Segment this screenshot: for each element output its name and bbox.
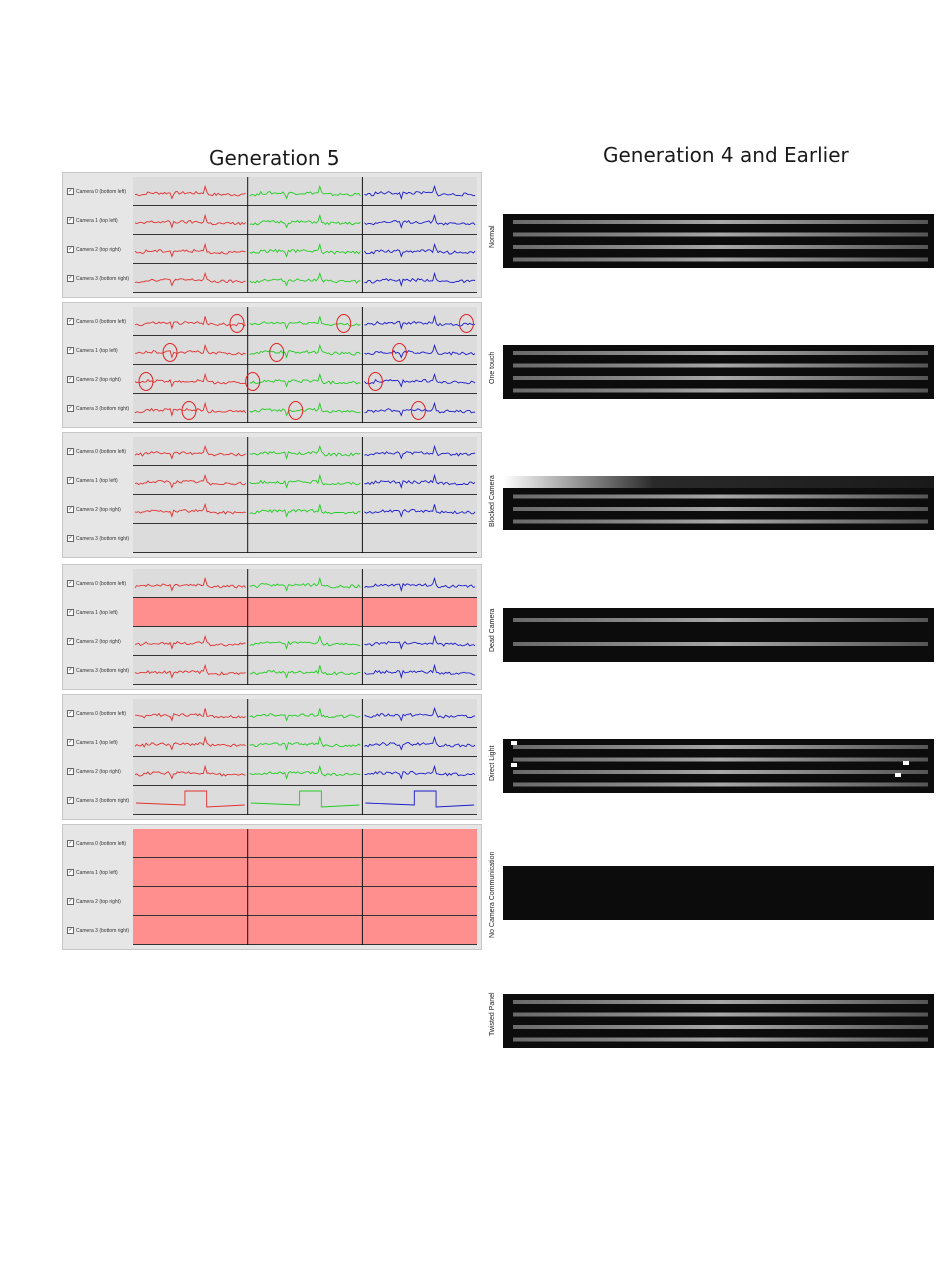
camera-signal-graph: [133, 394, 477, 423]
panel-light-band: [513, 233, 928, 237]
camera-3-plot: [133, 916, 477, 945]
panel-light-band: [513, 783, 928, 787]
camera-signal-graph: [133, 858, 477, 887]
camera-signal-graph: [133, 757, 477, 786]
camera-checkbox[interactable]: ✓: [68, 347, 73, 353]
panel-light-band: [513, 351, 928, 355]
camera-checkbox[interactable]: ✓: [68, 376, 73, 382]
camera-label: Camera 3 (bottom right): [76, 405, 130, 412]
camera-checkbox[interactable]: ✓: [68, 840, 73, 846]
camera-label: Camera 1 (top left): [76, 739, 118, 746]
camera-signal-graph: [133, 699, 477, 728]
camera-0-plot: [133, 569, 477, 598]
camera-2-toggle[interactable]: [67, 506, 121, 513]
camera-image-strip: [503, 608, 934, 662]
camera-2-plot: [133, 365, 477, 394]
camera-checkbox[interactable]: ✓: [68, 535, 73, 541]
camera-signal-graph: [133, 728, 477, 757]
camera-signal-graph: [133, 656, 477, 685]
camera-signal-graph: [133, 264, 477, 293]
condition-label-twisted-panel: Twisted Panel: [489, 992, 496, 1036]
camera-1-plot: [133, 466, 477, 495]
camera-0-plot: [133, 829, 477, 858]
camera-signal-graph: [133, 524, 477, 553]
signal-panel-direct-light: [62, 694, 482, 820]
camera-checkbox[interactable]: ✓: [68, 405, 73, 411]
camera-signal-graph: [133, 627, 477, 656]
camera-0-toggle[interactable]: [67, 710, 126, 717]
camera-checkbox[interactable]: ✓: [68, 188, 73, 194]
plot-background: [133, 699, 477, 728]
camera-label: Camera 1 (top left): [76, 609, 118, 616]
camera-1-toggle[interactable]: [67, 347, 118, 354]
blocked-fade-band: [503, 476, 934, 488]
camera-1-plot: [133, 728, 477, 757]
camera-2-toggle[interactable]: [67, 898, 121, 905]
camera-3-toggle[interactable]: [67, 535, 129, 542]
camera-checkbox[interactable]: ✓: [68, 217, 73, 223]
error-fill: [133, 887, 477, 916]
signal-panel-no-camera-communication: [62, 824, 482, 950]
camera-3-plot: [133, 264, 477, 293]
direct-light-spot: [511, 763, 517, 767]
camera-label: Camera 2 (top right): [76, 376, 121, 383]
camera-strip-blocked-camera: [503, 476, 934, 530]
plot-background: [133, 437, 477, 466]
camera-label: Camera 0 (bottom left): [76, 448, 127, 455]
panel-light-band: [513, 495, 928, 499]
camera-0-toggle[interactable]: [67, 580, 126, 587]
camera-2-plot: [133, 627, 477, 656]
strip-background: [503, 866, 934, 920]
camera-checkbox[interactable]: ✓: [68, 477, 73, 483]
camera-label: Camera 0 (bottom left): [76, 318, 127, 325]
camera-0-toggle[interactable]: [67, 188, 126, 195]
camera-label: Camera 2 (top right): [76, 246, 121, 253]
camera-label: Camera 2 (top right): [76, 506, 121, 513]
camera-signal-graph: [133, 598, 477, 627]
camera-1-plot: [133, 598, 477, 627]
camera-2-plot: [133, 495, 477, 524]
plot-background: [133, 336, 477, 365]
camera-label: Camera 1 (top left): [76, 347, 118, 354]
condition-label-normal: Normal: [489, 225, 496, 248]
plot-background: [133, 264, 477, 293]
camera-label: Camera 0 (bottom left): [76, 710, 127, 717]
signal-panel-one-touch: [62, 302, 482, 428]
camera-signal-graph: [133, 887, 477, 916]
panel-light-band: [513, 758, 928, 762]
camera-label: Camera 3 (bottom right): [76, 275, 130, 282]
camera-0-plot: [133, 307, 477, 336]
camera-signal-graph: [133, 466, 477, 495]
camera-signal-graph: [133, 916, 477, 945]
camera-label: Camera 0 (bottom left): [76, 188, 127, 195]
panel-light-band: [513, 520, 928, 524]
camera-2-plot: [133, 235, 477, 264]
gen4-title: Generation 4 and Earlier: [603, 143, 849, 167]
camera-image-strip: [503, 994, 934, 1048]
camera-1-toggle[interactable]: [67, 609, 118, 616]
camera-label: Camera 3 (bottom right): [76, 797, 130, 804]
camera-strip-one-touch: [503, 345, 934, 399]
camera-image-strip: [503, 476, 934, 530]
camera-checkbox[interactable]: ✓: [68, 927, 73, 933]
direct-light-spot: [895, 773, 901, 777]
panel-light-band: [513, 1000, 928, 1004]
camera-strip-normal: [503, 214, 934, 268]
error-fill: [133, 829, 477, 858]
camera-checkbox[interactable]: ✓: [68, 275, 73, 281]
error-fill: [133, 916, 477, 945]
camera-signal-graph: [133, 786, 477, 815]
panel-light-band: [513, 642, 928, 646]
camera-checkbox[interactable]: ✓: [68, 667, 73, 673]
camera-label: Camera 2 (top right): [76, 898, 121, 905]
condition-label-direct-light: Direct Light: [489, 745, 496, 781]
camera-label: Camera 3 (bottom right): [76, 927, 130, 934]
camera-1-toggle[interactable]: [67, 739, 118, 746]
camera-1-plot: [133, 206, 477, 235]
camera-strip-no-camera-communication: [503, 866, 934, 920]
camera-3-toggle[interactable]: [67, 667, 129, 674]
panel-light-band: [513, 364, 928, 368]
panel-light-band: [513, 1013, 928, 1017]
panel-light-band: [513, 220, 928, 224]
camera-checkbox[interactable]: ✓: [68, 580, 73, 586]
camera-signal-graph: [133, 177, 477, 206]
condition-label-no-camera-communication: No Camera Communication: [489, 851, 496, 938]
camera-strip-twisted-panel: [503, 994, 934, 1048]
panel-light-band: [513, 376, 928, 380]
camera-label: Camera 0 (bottom left): [76, 840, 127, 847]
camera-image-strip: [503, 345, 934, 399]
camera-checkbox[interactable]: ✓: [68, 797, 73, 803]
camera-label: Camera 1 (top left): [76, 217, 118, 224]
panel-light-band: [513, 770, 928, 774]
condition-label-dead-camera: Dead Camera: [489, 608, 496, 652]
plot-background: [133, 524, 477, 553]
camera-label: Camera 0 (bottom left): [76, 580, 127, 587]
camera-strip-direct-light: [503, 739, 934, 793]
camera-signal-graph: [133, 569, 477, 598]
plot-background: [133, 627, 477, 656]
plot-background: [133, 177, 477, 206]
camera-checkbox[interactable]: ✓: [68, 869, 73, 875]
camera-signal-graph: [133, 495, 477, 524]
plot-background: [133, 235, 477, 264]
panel-light-band: [513, 1025, 928, 1029]
camera-0-plot: [133, 699, 477, 728]
direct-light-spot: [903, 761, 909, 765]
panel-light-band: [513, 389, 928, 393]
camera-signal-graph: [133, 437, 477, 466]
camera-2-toggle[interactable]: [67, 376, 121, 383]
panel-light-band: [513, 1038, 928, 1042]
panel-light-band: [513, 245, 928, 249]
camera-checkbox[interactable]: ✓: [68, 609, 73, 615]
camera-image-strip: [503, 866, 934, 920]
condition-label-blocked-camera: Blocked Camera: [489, 475, 496, 527]
camera-label: Camera 3 (bottom right): [76, 667, 130, 674]
camera-2-plot: [133, 757, 477, 786]
camera-checkbox[interactable]: ✓: [68, 638, 73, 644]
camera-strip-dead-camera: [503, 608, 934, 662]
camera-0-toggle[interactable]: [67, 448, 126, 455]
gen5-title: Generation 5: [209, 146, 340, 170]
camera-image-strip: [503, 739, 934, 793]
camera-3-toggle[interactable]: [67, 405, 129, 412]
plot-background: [133, 206, 477, 235]
condition-label-one-touch: One touch: [489, 351, 496, 384]
panel-light-band: [513, 507, 928, 511]
plot-background: [133, 656, 477, 685]
camera-1-toggle[interactable]: [67, 869, 118, 876]
plot-background: [133, 728, 477, 757]
camera-image-strip: [503, 214, 934, 268]
camera-checkbox[interactable]: ✓: [68, 246, 73, 252]
camera-1-toggle[interactable]: [67, 217, 118, 224]
camera-label: Camera 1 (top left): [76, 869, 118, 876]
camera-label: Camera 2 (top right): [76, 638, 121, 645]
camera-checkbox[interactable]: ✓: [68, 898, 73, 904]
panel-light-band: [513, 258, 928, 262]
direct-light-spot: [511, 741, 517, 745]
camera-0-toggle[interactable]: [67, 318, 126, 325]
panel-light-band: [513, 745, 928, 749]
plot-background: [133, 757, 477, 786]
camera-3-toggle[interactable]: [67, 927, 129, 934]
camera-0-plot: [133, 177, 477, 206]
error-fill: [133, 858, 477, 887]
camera-checkbox[interactable]: ✓: [68, 318, 73, 324]
signal-panel-normal: [62, 172, 482, 298]
signal-panel-blocked-camera: [62, 432, 482, 558]
error-fill: [133, 598, 477, 627]
camera-3-plot: [133, 524, 477, 553]
camera-3-plot: [133, 656, 477, 685]
camera-signal-graph: [133, 235, 477, 264]
camera-3-plot: [133, 394, 477, 423]
camera-0-toggle[interactable]: [67, 840, 126, 847]
camera-label: Camera 3 (bottom right): [76, 535, 130, 542]
camera-checkbox[interactable]: ✓: [68, 506, 73, 512]
camera-2-toggle[interactable]: [67, 246, 121, 253]
camera-checkbox[interactable]: ✓: [68, 739, 73, 745]
camera-1-plot: [133, 336, 477, 365]
camera-signal-graph: [133, 829, 477, 858]
camera-checkbox[interactable]: ✓: [68, 710, 73, 716]
camera-signal-graph: [133, 336, 477, 365]
camera-signal-graph: [133, 206, 477, 235]
camera-2-toggle[interactable]: [67, 768, 121, 775]
camera-2-toggle[interactable]: [67, 638, 121, 645]
camera-label: Camera 2 (top right): [76, 768, 121, 775]
camera-label: Camera 1 (top left): [76, 477, 118, 484]
panel-light-band: [513, 618, 928, 622]
camera-3-plot: [133, 786, 477, 815]
camera-3-toggle[interactable]: [67, 275, 129, 282]
camera-1-plot: [133, 858, 477, 887]
camera-0-plot: [133, 437, 477, 466]
camera-signal-graph: [133, 307, 477, 336]
camera-signal-graph: [133, 365, 477, 394]
camera-1-toggle[interactable]: [67, 477, 118, 484]
camera-2-plot: [133, 887, 477, 916]
signal-panel-dead-camera: [62, 564, 482, 690]
strip-background: [503, 608, 934, 662]
camera-checkbox[interactable]: ✓: [68, 448, 73, 454]
camera-checkbox[interactable]: ✓: [68, 768, 73, 774]
camera-3-toggle[interactable]: [67, 797, 129, 804]
